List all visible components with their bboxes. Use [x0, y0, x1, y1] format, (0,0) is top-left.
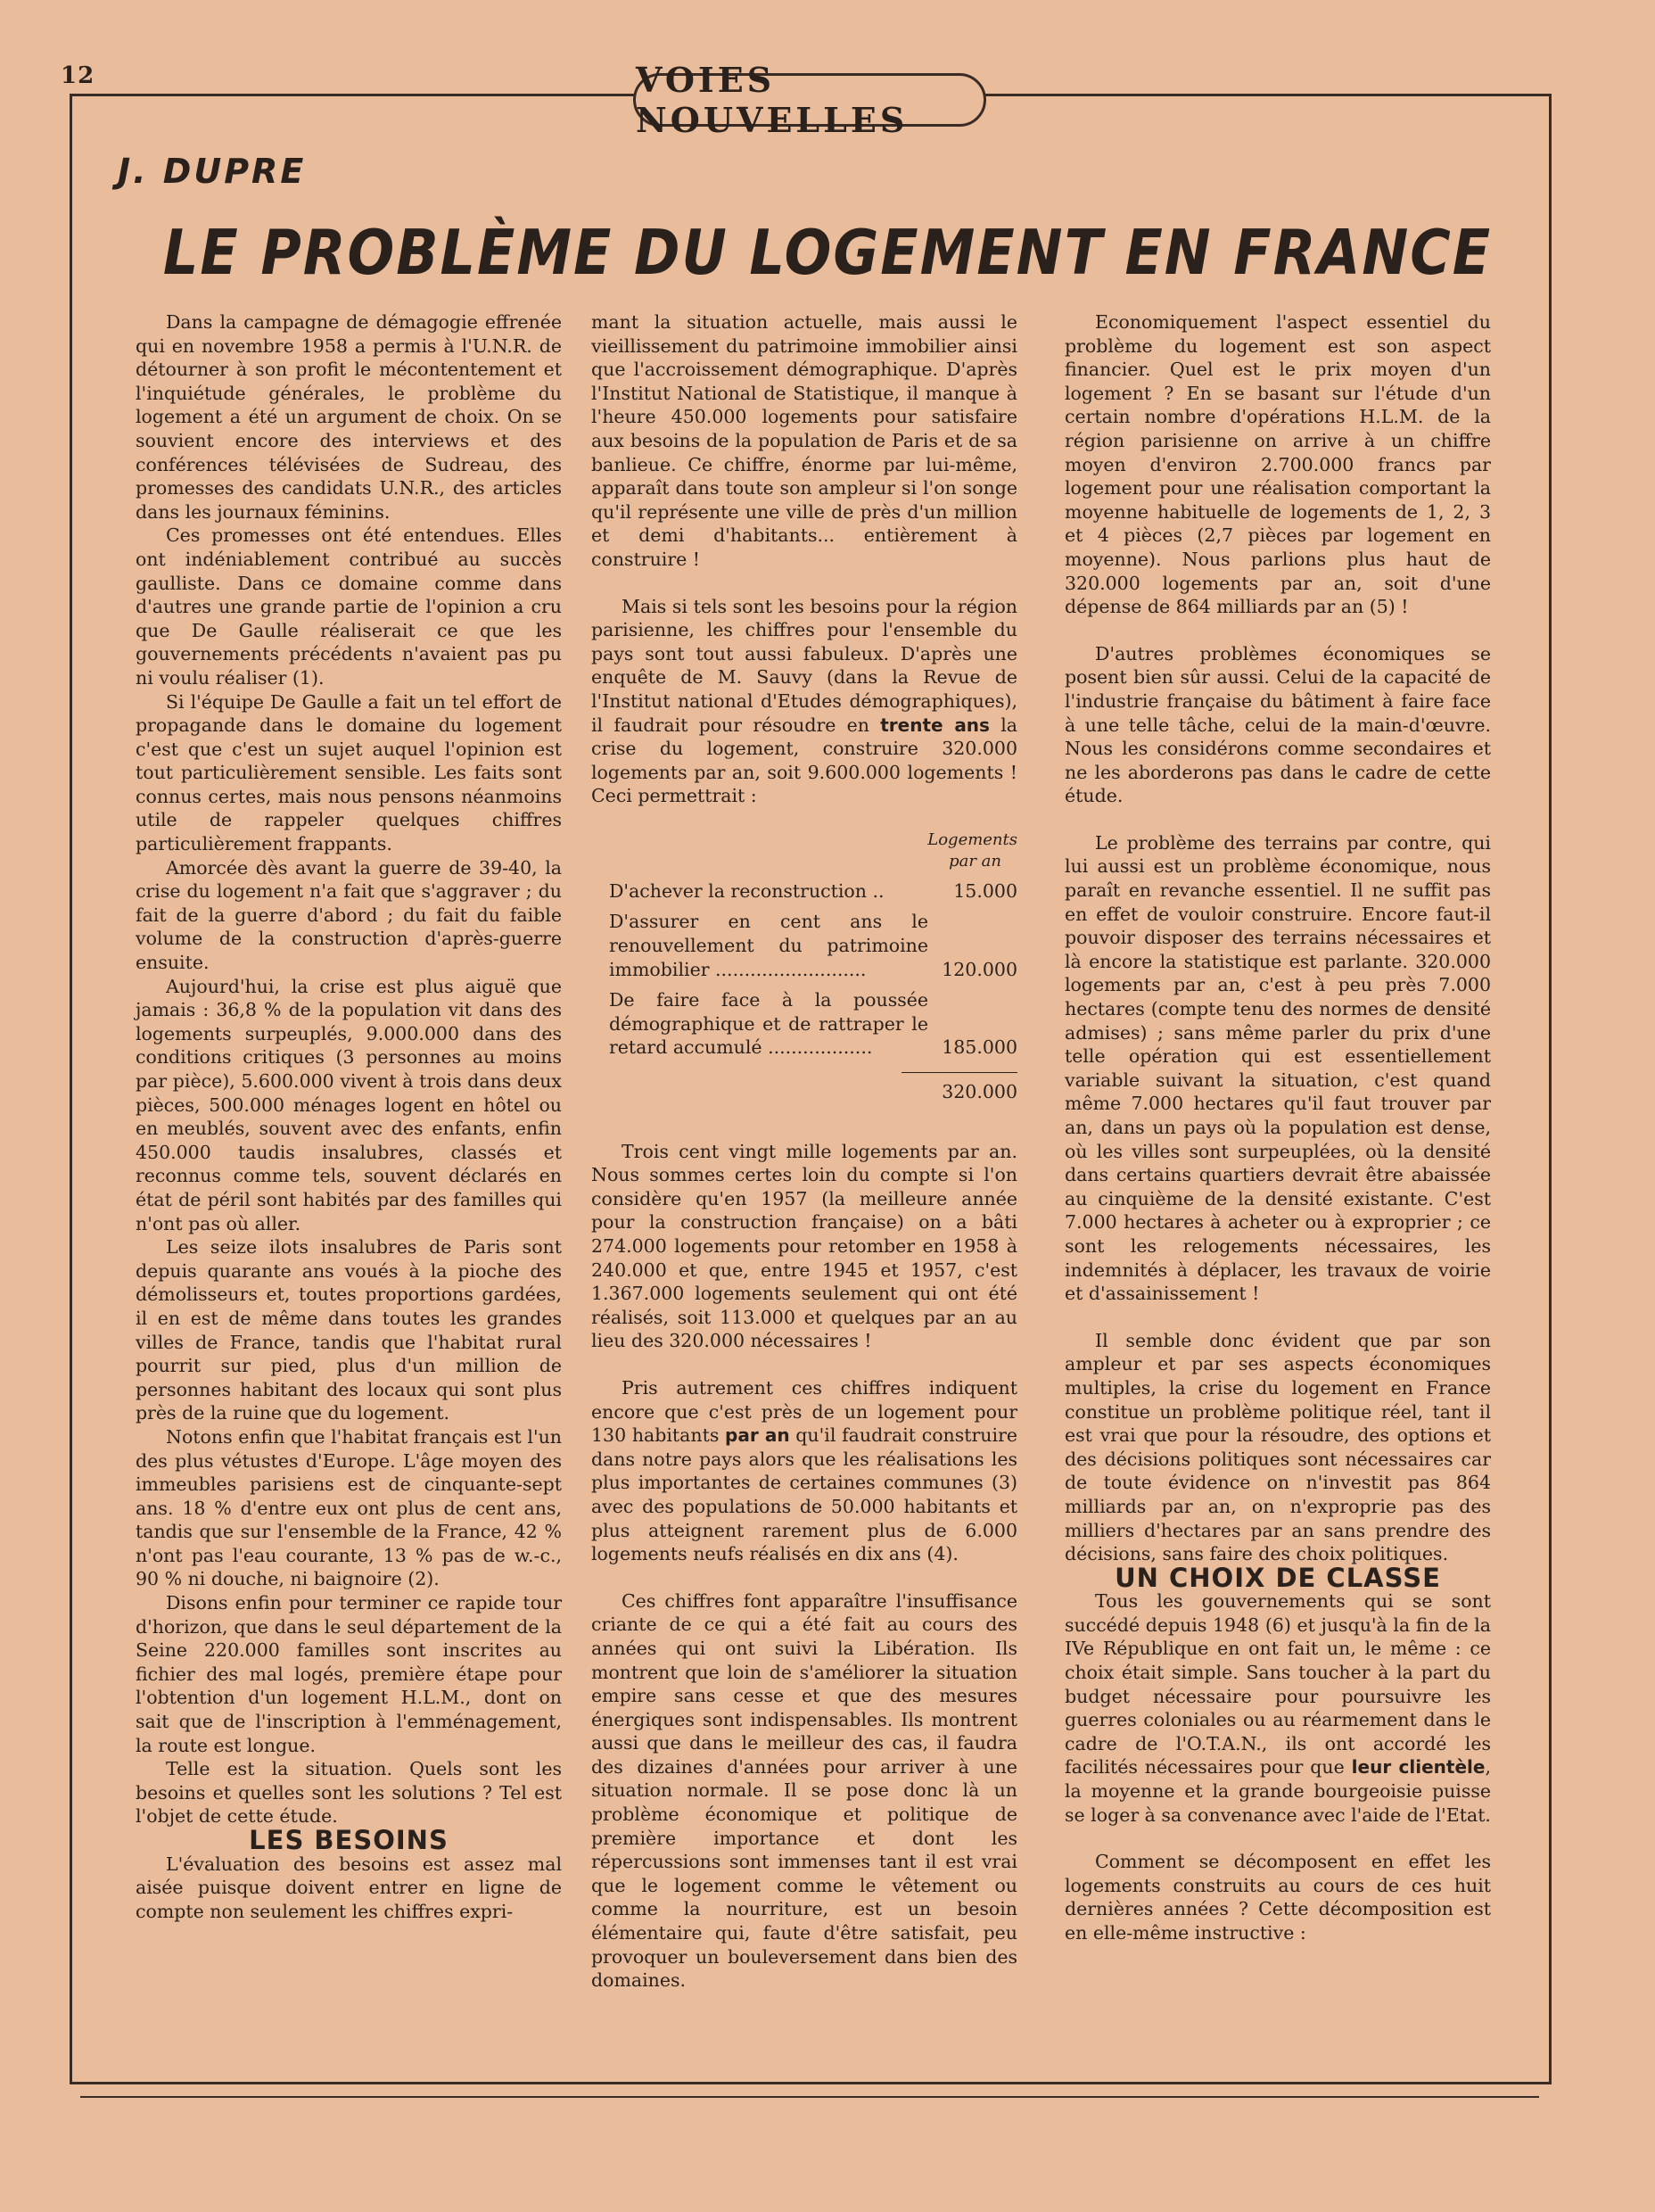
paragraph: Disons enfin pour terminer ce rapide tour d'horizon, que dans le seul département de la Seine 220.000 familles sont inscrites au fichier des mal logés, première étape pour l'obtention d'un logement H.L.M., dont on sait que de l'inscription à l'emménagement, la route est longue.	[136, 1592, 562, 1756]
article-column-2	[591, 310, 1017, 1993]
section-heading-choix-de-classe: UN CHOIX DE CLASSE	[1115, 1562, 1441, 1593]
section-heading-besoins: LES BESOINS	[249, 1825, 449, 1855]
paragraph: Ces promesses ont été entendues. Elles ont indéniablement contribué au succès gaulliste. Dans ce domaine comme dans d'autres une grande partie de l'opinion a cru que De Gaulle réaliserait ce que les gouvernements précédents n'avaient pas pu ni voulu réaliser (1).	[136, 524, 562, 689]
paragraph: Il semble donc évident que par son ampleur et par ses aspects économiques multiples, la crise du logement en France constitue un problème politique réel, tant il est vrai que pour la résoudre, des options et des décisions politiques sont nécessaires car de toute évidence on n'investit pas 864 milliards par an, on n'exproprie pas des milliers d'hectares par an sans prendre des décisions, sans faire des choix politiques.	[1065, 1329, 1491, 1565]
paragraph: Les seize ilots insalubres de Paris sont depuis quarante ans voués à la pioche des démolisseurs et, toutes proportions gardées, il en est de même dans toutes les grandes villes de France, tandis que l'habitat rural pourrit sur pied, plus d'un million de personnes habitant des locaux qui sont plus près de la ruine que du logement.	[136, 1236, 562, 1424]
paragraph	[591, 1376, 1017, 1566]
text-run: Tous les gouvernements qui se sont succédé depuis 1948 (6) et jusqu'à la fin de la IVe République en ont fait un, le même : ce choix était simple. Sans toucher à la part du budget nécessaire pour poursuivre les guerres coloniales ou au réarmement dans le cadre de l'O.T.A.N., ils ont accordé les facilités nécessaires pour que	[1065, 1590, 1491, 1779]
table-row-value: 185.000	[942, 1036, 1017, 1059]
paragraph: mant la situation actuelle, mais aussi le vieillissement du patrimoine immobilier ainsi que l'accroissement démographique. D'après l'Institut National de Statistique, il manque à l'heure 450.000 logements pour satisfaire aux besoins de la population de Paris et de sa banlieue. Ce chiffre, énorme par lui-même, apparaît dans toute son ampleur si l'on songe qu'il représente une ville de près d'un million et demi d'habitants... entièrement à construire !	[591, 311, 1017, 570]
paragraph: Le problème des terrains par contre, qui lui aussi est un problème économique, nous paraît en revanche essentiel. Il ne suffit pas en effet de vouloir construire. Encore faut-il pouvoir disposer des terrains nécessaires et là encore la statistique est parlante. 320.000 logements par an, c'est à peu près 7.000 hectares (compte tenu des normes de densité admises) ; sans même parler du prix d'une telle opération qui est essentiellement variable suivant la situation, c'est quand même 7.000 hectares qu'il faut trouver par an, dans un pays où la population est dense, où les villes sont surpeuplées, où la densité dans certains quartiers devrait être abaissée au cinquième de la densité existante. C'est 7.000 hectares à acheter ou à exproprier ; ce sont les relogements nécessaires, les indemnités à déplacer, les travaux de voirie et d'assainissement !	[1065, 831, 1491, 1305]
paragraph: Si l'équipe De Gaulle a fait un tel effort de propagande dans le domaine du logement c'est que c'est un sujet auquel l'opinion est tout particulièrement sensible. Les faits sont connus certes, mais nous pensons néanmoins utile de rappeler quelques chiffres particulièrement frappants.	[136, 690, 562, 855]
text-run: , la moyenne et la grande bourgeoisie puisse se loger à sa convenance avec l'aide de l'Etat.	[1065, 1756, 1492, 1826]
bold-run: leur clientèle	[1351, 1756, 1486, 1779]
table-row-value: 120.000	[942, 958, 1017, 980]
article-column-1	[136, 310, 562, 1923]
paragraph: Aujourd'hui, la crise est plus aiguë que jamais : 36,8 % de la population vit dans des logements surpeuplés, 9.000.000 dans des conditions critiques (3 personnes au moins par pièce), 5.600.000 vivent à trois dans deux pièces, 500.000 ménages logent en hôtel ou en meublés, souvent avec des enfants, enfin 450.000 taudis insalubres, classés et reconnus comme tels, souvent déclarés en état de péril sont habités par des familles qui n'ont pas où aller.	[136, 975, 562, 1234]
table-row-label: De faire face à la poussée démographique et de rattraper le retard accumulé ..................	[609, 989, 928, 1059]
text-run: la crise du logement, construire 320.000 logements par an, soit 9.600.000 logements ! Ceci permettrait :	[591, 714, 1017, 807]
paragraph	[1065, 1589, 1491, 1827]
table-row-label: D'assurer en cent ans le renouvellement du patrimoine immobilier ..........................	[609, 911, 928, 980]
paragraph	[591, 595, 1017, 808]
paragraph: Amorcée dès avant la guerre de 39-40, la crise du logement n'a fait que s'aggraver ; du fait de la guerre d'abord ; du fait du faible volume de la construction d'après-guerre ensuite.	[136, 856, 562, 974]
bottom-rule	[80, 2096, 1539, 2098]
table-row-value: 15.000	[953, 879, 1017, 902]
text-run: Mais si tels sont les besoins pour la région parisienne, les chiffres pour l'ensemble du pays sont tout aussi fabuleux. D'après une enquête de M. Sauvy (dans la Revue de l'Institut national d'Etudes démographiques), il faudrait pour résoudre en	[591, 595, 1017, 736]
article-title: LE PROBLÈME DU LOGEMENT EN FRANCE	[162, 216, 1493, 289]
paragraph: L'évaluation des besoins est assez mal aisée puisque doivent entrer en ligne de compte non seulement les chiffres expri-	[136, 1853, 562, 1922]
masthead: VOIES NOUVELLES	[633, 73, 986, 127]
table-total: 320.000	[942, 1081, 1017, 1103]
paragraph: Comment se décomposent en effet les logements construits au cours de ces huit dernières années ? Cette décomposition est en elle-même instructive :	[1065, 1851, 1491, 1944]
bold-run: par an	[725, 1424, 790, 1447]
housing-needs-table	[591, 830, 1017, 1104]
table-header: Logements	[927, 830, 1017, 849]
article-author: J. DUPRE	[118, 152, 307, 191]
article-column-3	[1065, 310, 1491, 1945]
bold-run: trente ans	[880, 714, 990, 736]
paragraph: Telle est la situation. Quels sont les besoins et quelles sont les solutions ? Tel est l'objet de cette étude.	[136, 1758, 562, 1828]
table-header-unit: par an	[949, 851, 1001, 871]
table-row	[591, 879, 1017, 904]
table-total-rule	[902, 1072, 1017, 1073]
page-number: 12	[61, 62, 95, 89]
paragraph: Economiquement l'aspect essentiel du problème du logement est son aspect financier. Quel est le prix moyen d'un logement ? En se basant sur l'étude d'un certain nombre d'opérations H.L.M. de la région parisienne on arrive à un chiffre moyen d'environ 2.700.000 francs par logement pour une réalisation comportant la moyenne habituelle de logements de 1, 2, 3 et 4 pièces (2,7 pièces par logement en moyenne). Nous parlions plus haut de 320.000 logements par an, soit d'une dépense de 864 milliards par an (5) !	[1065, 311, 1491, 618]
table-row-label: D'achever la reconstruction ..	[609, 879, 885, 902]
table-row	[591, 910, 1017, 981]
paragraph: D'autres problèmes économiques se posent bien sûr aussi. Celui de la capacité de l'industrie française du bâtiment à faire face à une telle tâche, celui de la main-d'œuvre. Nous les considérons comme secondaires et ne les aborderons pas dans le cadre de cette étude.	[1065, 642, 1491, 807]
paragraph: Dans la campagne de démagogie effrenée qui en novembre 1958 a permis à l'U.N.R. de détourner à son profit le mécontentement et l'inquiétude générales, le problème du logement a été un argument de choix. On se souvient encore des interviews et des conférences télévisées de Sudreau, des promesses des candidats U.N.R., des articles dans les journaux féminins.	[136, 311, 562, 523]
table-row	[591, 988, 1017, 1060]
text-run: Pris autrement ces chiffres indiquent encore que c'est près de un logement pour 130 habitants	[591, 1376, 1017, 1447]
paragraph: Trois cent vingt mille logements par an. Nous sommes certes loin du compte si l'on considère qu'en 1957 (la meilleure année pour la construction française) on a bâti 274.000 logements pour retomber en 1958 à 240.000 et que, entre 1945 et 1957, c'est 1.367.000 logements seulement qui ont été réalisés, soit 113.000 et quelques par an au lieu des 320.000 nécessaires !	[591, 1140, 1017, 1352]
paragraph: Ces chiffres font apparaître l'insuffisance criante de ce qui a été fait au cours des années qui ont suivi la Libération. Ils montrent que loin de s'améliorer la situation empire sans cesse et que des mesures énergiques sont indispensables. Ils montrent aussi que dans le meilleur des cas, il faudra des dizaines d'années pour arriver à une situation normale. Il se pose donc là un problème économique et politique de première importance et dont les répercussions sont immenses tant il est vrai que le logement comme le vêtement ou comme la nourriture, est un besoin élémentaire qui, faute d'être satisfait, peu provoquer un bouleversement dans bien des domaines.	[591, 1589, 1017, 1992]
text-run: qu'il faudrait construire dans notre pays alors que les réalisations les plus importantes de certaines communes (3) avec des populations de 50.000 habitants et plus atteignent rarement plus de 6.000 logements neufs réalisés en dix ans (4).	[591, 1424, 1017, 1565]
paragraph: Notons enfin que l'habitat français est l'un des plus vétustes d'Europe. L'âge moyen des immeubles parisiens est de cinquante-sept ans. 18 % d'entre eux ont plus de cent ans, tandis que sur l'ensemble de la France, 42 % n'ont pas l'eau courante, 13 % pas de w.-c., 90 % ni douche, ni baignoire (2).	[136, 1425, 562, 1590]
